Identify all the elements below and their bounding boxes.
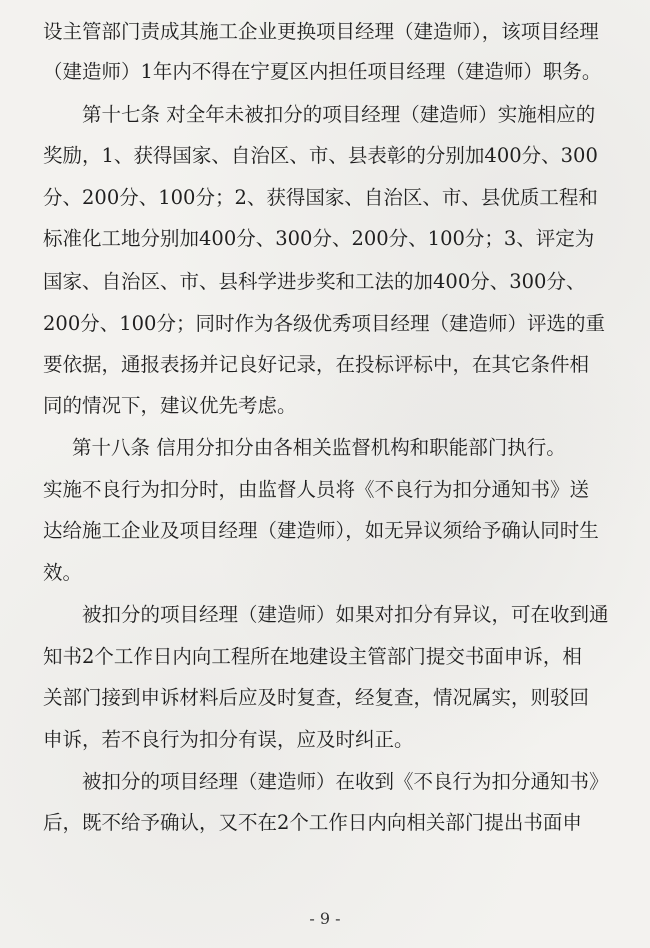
text-line-6: 标准化工地分别加400分、300分、200分、100分；3、评定为 <box>43 227 595 250</box>
text-line-1: 设主管部门责成其施工企业更换项目经理（建造师），该项目经理 <box>43 20 599 43</box>
text-line-19: 被扣分的项目经理（建造师）在收到《不良行为扣分通知书》 <box>82 770 609 793</box>
text-line-9: 要依据，通报表扬并记良好记录，在投标评标中，在其它条件相 <box>43 353 590 376</box>
text-line-13: 达给施工企业及项目经理（建造师），如无异议须给予确认同时生 <box>43 519 599 542</box>
text-line-11: 第十八条 信用分扣分由各相关监督机构和职能部门执行。 <box>72 436 566 459</box>
text-line-2: （建造师）1年内不得在宁夏区内担任项目经理（建造师）职务。 <box>43 60 602 83</box>
text-line-12: 实施不良行为扣分时，由监督人员将《不良行为扣分通知书》送 <box>43 478 590 501</box>
page-number: - 9 - <box>309 909 341 928</box>
text-line-3: 第十七条 对全年未被扣分的项目经理（建造师）实施相应的 <box>82 103 596 126</box>
text-line-16: 知书2个工作日内向工程所在地建设主管部门提交书面申诉，相 <box>43 645 582 668</box>
text-line-17: 关部门接到申诉材料后应及时复查，经复查，情况属实，则驳回 <box>43 686 590 709</box>
text-line-4: 奖励，1、获得国家、自治区、市、县表彰的分别加400分、300 <box>43 144 598 167</box>
text-line-20: 后，既不给予确认，又不在2个工作日内向相关部门提出书面申 <box>43 811 582 834</box>
text-line-7: 国家、自治区、市、县科学进步奖和工法的加400分、300分、 <box>43 270 586 293</box>
text-line-5: 分、200分、100分；2、获得国家、自治区、市、县优质工程和 <box>43 186 598 209</box>
text-line-8: 200分、100分；同时作为各级优秀项目经理（建造师）评选的重 <box>43 312 605 335</box>
text-line-18: 申诉，若不良行为扣分有误，应及时纠正。 <box>43 728 414 751</box>
text-line-10: 同的情况下，建议优先考虑。 <box>43 394 297 417</box>
text-line-14: 效。 <box>43 561 83 584</box>
text-line-15: 被扣分的项目经理（建造师）如果对扣分有异议，可在收到通 <box>82 603 609 626</box>
